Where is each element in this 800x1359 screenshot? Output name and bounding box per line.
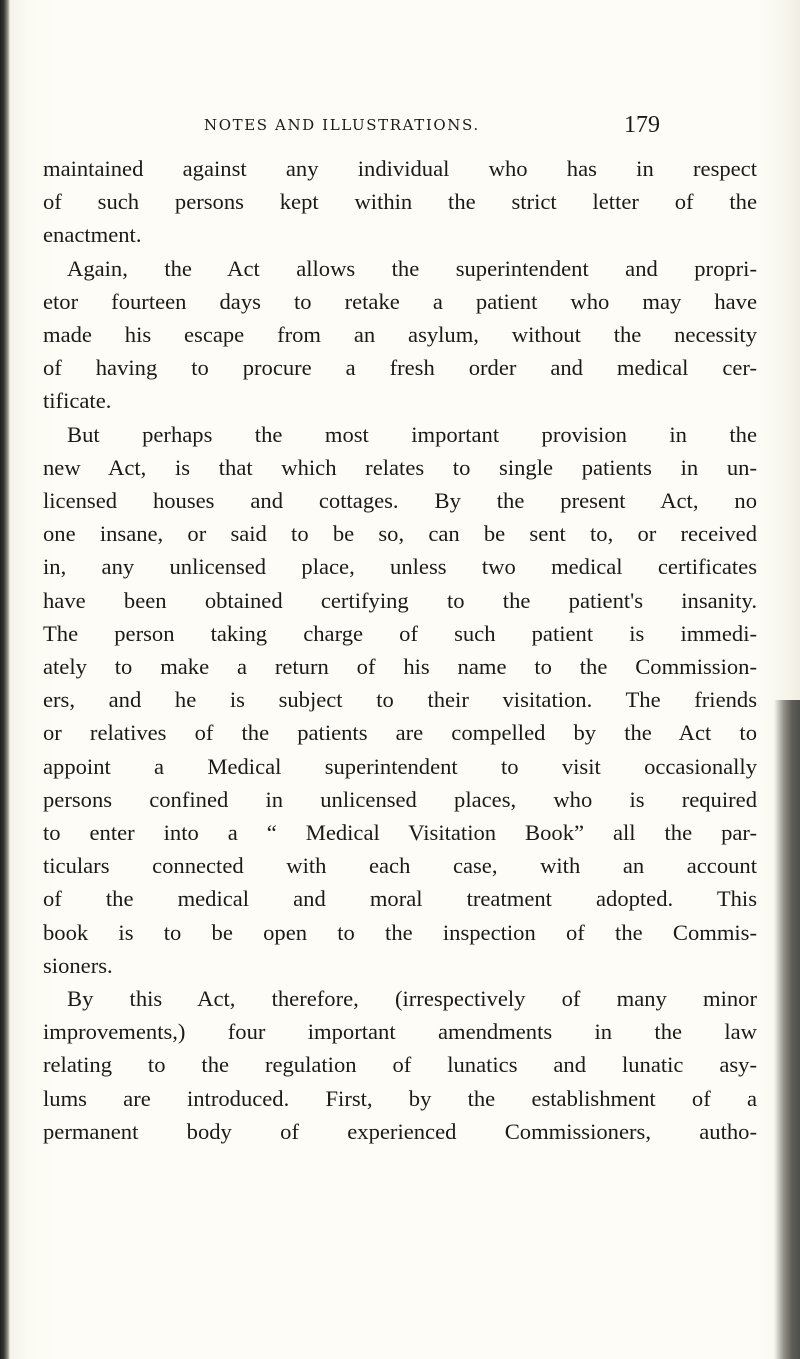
text-line: The person taking charge of such patient is immedi- [43,620,757,646]
text-line: to enter into a “ Medical Visitation Book” all the par- [43,820,757,846]
text-line: By this Act, therefore, (irrespectively of many minor [67,986,757,1012]
text-line: maintained against any individual who has in respect [43,156,757,181]
text-line: tificate. [43,388,112,414]
text-line: of having to procure a fresh order and medical cer- [43,355,757,381]
text-line: new Act, is that which relates to single patients in un- [43,454,757,480]
text-line: of such persons kept within the strict letter of the [43,189,757,215]
text-line: improvements,) four important amendments in the law [43,1019,757,1045]
text-line: But perhaps the most important provision in the [67,421,757,447]
text-line: Again, the Act allows the superintendent and propri- [67,255,757,281]
text-line: etor fourteen days to retake a patient who may have [43,288,757,314]
text-line: lums are introduced. First, by the establishment of a [43,1085,757,1111]
text-line: appoint a Medical superintendent to visit occasionally [43,753,757,779]
text-line: ers, and he is subject to their visitation. The friends [43,687,757,713]
text-line: enactment. [43,222,142,248]
running-title: NOTES AND ILLUSTRATIONS. [204,116,480,134]
text-line: sioners. [43,952,113,978]
text-line: in, any unlicensed place, unless two medical certificates [43,554,757,580]
text-line: permanent body of experienced Commissioners, autho- [43,1118,757,1144]
page-number: 179 [624,112,660,138]
text-line: or relatives of the patients are compelled by the Act to [43,720,757,746]
binding-gutter [0,0,10,1359]
text-line: persons confined in unlicensed places, who is required [43,786,757,812]
page-edge-shadow [774,700,800,1359]
body-text [43,152,757,1148]
text-line: ately to make a return of his name to the Commission- [43,654,757,680]
text-line: relating to the regulation of lunatics and lunatic asy- [43,1052,757,1078]
text-line: ticulars connected with each case, with an account [43,853,757,879]
text-line: of the medical and moral treatment adopted. This [43,886,757,912]
running-head [120,112,660,142]
text-line: have been obtained certifying to the patient's insanity. [43,587,757,613]
text-line: licensed houses and cottages. By the present Act, no [43,488,757,514]
text-line: book is to be open to the inspection of the Commis- [43,919,757,945]
text-line: made his escape from an asylum, without the necessity [43,322,757,348]
text-line: one insane, or said to be so, can be sent to, or received [43,521,757,547]
